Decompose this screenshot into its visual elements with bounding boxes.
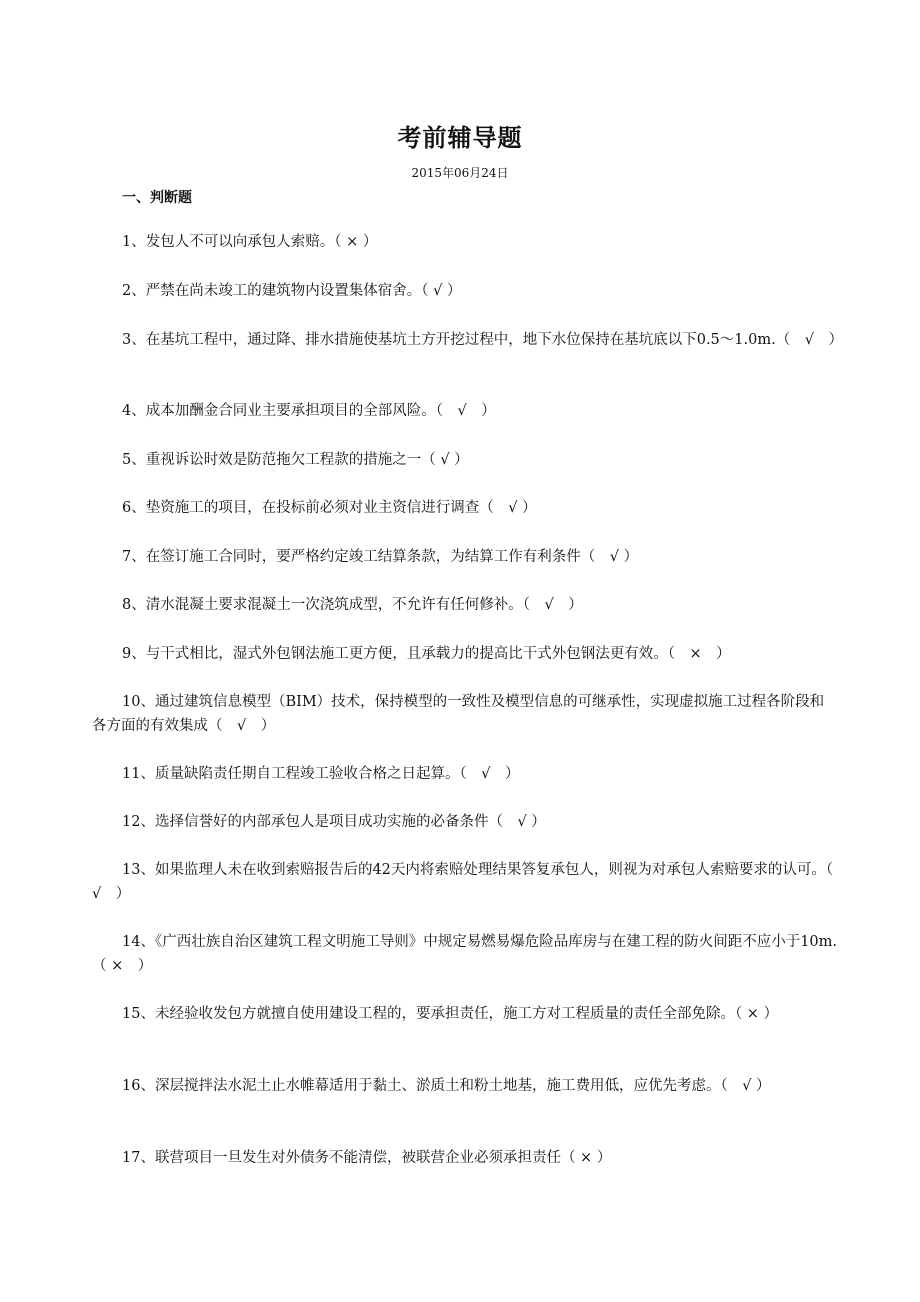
question-11: 11、质量缺陷责任期自工程竣工验收合格之日起算。（ √ ） bbox=[122, 766, 520, 782]
question-13: 13、如果监理人未在收到索赔报告后的42天内将索赔处理结果答复承包人，则视为对承包人索赔要求的认可。（ √ ） bbox=[92, 862, 848, 902]
section-heading: 一、判断题 bbox=[122, 190, 192, 206]
question-5: 5、重视诉讼时效是防范拖欠工程款的措施之一（ √ ） bbox=[122, 452, 469, 468]
question-10: 10、通过建筑信息模型（BIM）技术，保持模型的一致性及模型信息的可继承性，实现虚拟施工过程各阶段和各方面的有效集成（ √ ） bbox=[92, 694, 825, 734]
question-4: 4、成本加酬金合同业主要承担项目的全部风险。（ √ ） bbox=[122, 403, 496, 419]
question-9: 9、与干式相比，湿式外包钢法施工更方便，且承载力的提高比干式外包钢法更有效。（ × ） bbox=[122, 646, 731, 662]
question-6: 6、垫资施工的项目，在投标前必须对业主资信进行调查（ √ ） bbox=[122, 500, 537, 516]
document-title: 考前辅导题 bbox=[397, 124, 523, 152]
question-8: 8、清水混凝土要求混凝土一次浇筑成型，不允许有任何修补。（ √ ） bbox=[122, 597, 583, 613]
question-12: 12、选择信誉好的内部承包人是项目成功实施的必备条件（ √ ） bbox=[122, 814, 546, 830]
question-1: 1、发包人不可以向承包人索赔。（ × ） bbox=[122, 234, 378, 250]
question-16: 16、深层搅拌法水泥土止水帷幕适用于黏土、淤质土和粉土地基，施工费用低，应优先考虑。（ √ ） bbox=[122, 1078, 771, 1094]
question-3: 3、在基坑工程中，通过降、排水措施使基坑土方开挖过程中，地下水位保持在基坑底以下0.5～1.0m.（ √ ） bbox=[122, 332, 843, 348]
question-7: 7、在签订施工合同时，要严格约定竣工结算条款，为结算工作有利条件（ √ ） bbox=[122, 549, 639, 565]
document-date: 2015年06月24日 bbox=[411, 166, 509, 180]
question-14: 14、《广西壮族自治区建筑工程文明施工导则》中规定易燃易爆危险品库房与在建工程的防火间距不应小于10m.（ × ） bbox=[92, 934, 838, 974]
question-2: 2、严禁在尚未竣工的建筑物内设置集体宿舍。（ √ ） bbox=[122, 283, 462, 299]
question-17: 17、联营项目一旦发生对外债务不能清偿，被联营企业必须承担责任（ × ） bbox=[122, 1150, 612, 1166]
question-15: 15、未经验收发包方就擅自使用建设工程的，要承担责任，施工方对工程质量的责任全部免除。（ × ） bbox=[122, 1006, 779, 1022]
